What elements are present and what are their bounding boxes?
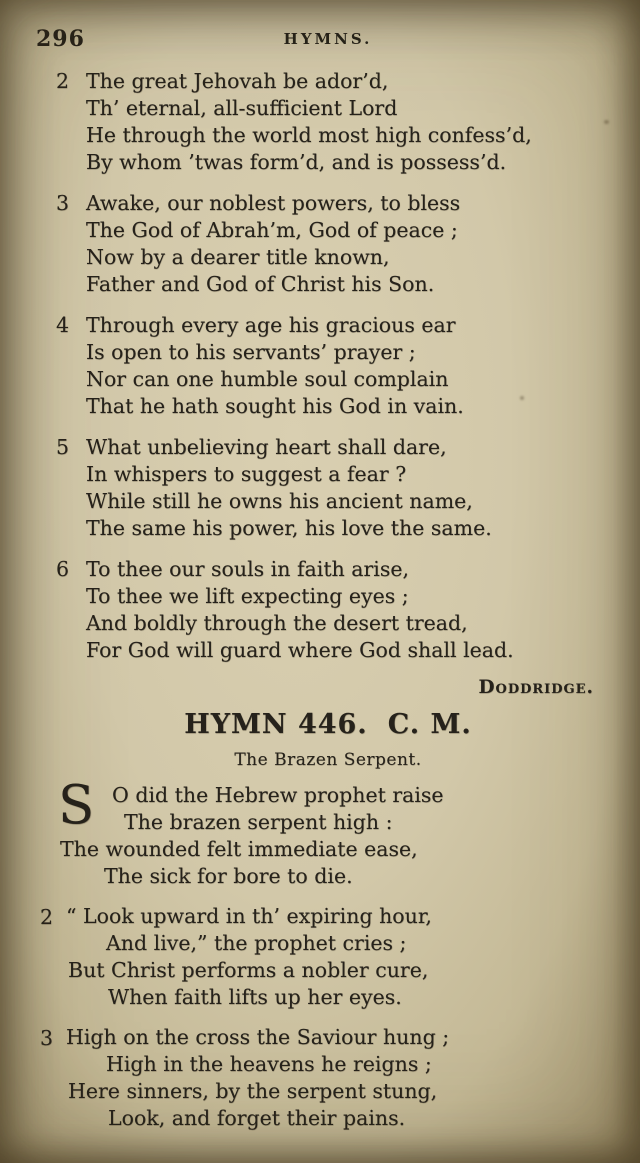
author-attribution: Doddridge. [478,677,594,698]
verse-number: 2 [56,69,70,93]
verse-line: The same his power, his love the same. [86,516,492,540]
verse-line: For God will guard where God shall lead. [86,638,514,662]
verse-line: Is open to his servants’ prayer ; [86,340,416,364]
verse-line: He through the world most high confess’d, [86,123,532,147]
verse-line: The brazen serpent high : [124,810,393,834]
verse-line: Here sinners, by the serpent stung, [68,1079,438,1103]
verse-line: While still he owns his ancient name, [86,489,473,513]
running-header: HYMNS. [283,30,373,48]
hymn-meter: C. M. [387,709,472,740]
verse [40,1024,600,1132]
verse-line: High in the heavens he reigns ; [106,1052,432,1076]
verse [56,775,600,890]
verse-number: 4 [56,313,70,337]
verse-line: By whom ’twas form’d, and is possess’d. [86,150,507,174]
paper-speck [604,120,609,124]
hymn-446-verses [40,775,600,1132]
verse [56,190,600,298]
verse-line: The wounded felt immediate ease, [60,837,418,861]
verse-line: The sick for bore to die. [104,864,353,888]
verse-line: To thee we lift expecting eyes ; [86,584,409,608]
page-number: 296 [36,26,85,52]
verse-line: When faith lifts up her eyes. [108,985,402,1009]
verse-line: Father and God of Christ his Son. [86,272,435,296]
hymn-445-verses [56,68,600,701]
verse-line: Now by a dearer title known, [86,245,390,269]
verse-line: And boldly through the desert tread, [86,611,468,635]
verse-line: “ Look upward in th’ expiring hour, [66,904,432,928]
verse-line: Th’ eternal, all-sufficient Lord [86,96,398,120]
verse-line: But Christ performs a nobler cure, [68,958,429,982]
verse-number: 3 [40,1026,54,1050]
verse-line: Nor can one humble soul complain [86,367,449,391]
verse-line: The great Jehovah be ador’d, [86,69,389,93]
page-header [36,26,600,52]
verse-line: The God of Abrah’m, God of peace ; [86,218,458,242]
verse-number: 3 [56,191,70,215]
verse-line: That he hath sought his God in vain. [86,394,464,418]
verse-line: O did the Hebrew prophet raise [112,783,444,807]
verse [40,903,600,1011]
verse-line: And live,” the prophet cries ; [106,931,407,955]
verse [56,68,600,176]
verse-line: To thee our souls in faith arise, [86,557,410,581]
verse-number: 5 [56,435,70,459]
verse-line: Look, and forget their pains. [108,1106,406,1130]
drop-cap-letter: S [58,775,95,836]
verse [56,556,600,664]
verse-number: 2 [40,905,54,929]
hymn-number: HYMN 446. [184,709,368,740]
hymn-subtitle: The Brazen Serpent. [234,750,422,770]
verse [56,312,600,420]
verse [56,434,600,542]
verse-number: 6 [56,557,70,581]
verse-line: In whispers to suggest a fear ? [86,462,407,486]
hymn-title [56,709,600,740]
verse-line: What unbelieving heart shall dare, [86,435,447,459]
verse-line: Through every age his gracious ear [86,313,456,337]
verse-line: High on the cross the Saviour hung ; [66,1025,450,1049]
verse-line: Awake, our noblest powers, to bless [86,191,461,215]
